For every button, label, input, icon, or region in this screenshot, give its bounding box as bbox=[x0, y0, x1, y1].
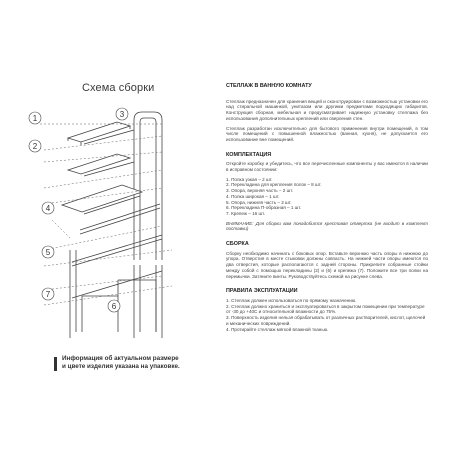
packaging-note-line-1: Информация об актуальном размере bbox=[62, 355, 179, 362]
callout-7 bbox=[42, 288, 54, 300]
svg-text:2: 2 bbox=[32, 142, 38, 151]
callout-1 bbox=[29, 112, 41, 124]
svg-text:5: 5 bbox=[45, 248, 51, 257]
svg-text:7: 7 bbox=[45, 290, 51, 299]
svg-text:3: 3 bbox=[119, 110, 125, 119]
note-marker bbox=[54, 357, 57, 371]
callout-3 bbox=[116, 108, 128, 120]
rules-title: ПРАВИЛА ЭКСПЛУАТАЦИИ bbox=[226, 288, 298, 295]
rules-item: 1. Стеллаж должен использоваться по прямому назначению. bbox=[226, 297, 357, 303]
kit-warning: ВНИМАНИЕ: Для сборки вам понадобится крестовая отвертка (не входит в комплект поставки) bbox=[226, 220, 428, 232]
assembly-paragraph: Сборку необходимо начинать с боковых опор. Вставьте верхнюю часть опоры в нижнюю до упора. Отверстия в месте стыковки должны совпасть. На нижней части опоры имеются по два отверстия, которые располагаются с задней стороны. Прикрепите собранные стойки между собой с помощью перекладины (2) и (6) и крепежа (7). Положите все три полки на перемычки. Затяните винты. Руководствуйтесь схемой на рисунке слева. bbox=[226, 250, 428, 279]
shelf-narrow-top bbox=[68, 122, 130, 142]
svg-text:6: 6 bbox=[111, 302, 117, 311]
instructions-column bbox=[226, 84, 428, 336]
kit-item: 5. Опора, нижняя часть – 2 шт. bbox=[226, 199, 292, 205]
kit-item: 1. Полка узкая – 2 шт. bbox=[226, 176, 273, 182]
callout-2 bbox=[29, 140, 41, 152]
shelf-narrow-middle bbox=[68, 154, 130, 174]
rules-item: 2. Стеллаж должно храниться и эксплуатироваться в закрытом помещении при температуре от -30 до +40С и относительной влажности до 75%. bbox=[226, 303, 425, 315]
kit-item: 6. Перекладина П-образная – 1 шт. bbox=[226, 205, 302, 211]
callout-4 bbox=[42, 202, 54, 214]
rules-item: 3. Поверхность изделия нельзя обрабатывать от различных растворителей, кислот, щелочей и механических повреждений. bbox=[226, 315, 426, 326]
upper-support-left bbox=[134, 112, 162, 260]
assembly-title: СБОРКА bbox=[226, 241, 249, 248]
kit-title: КОМПЛЕКТАЦИЯ bbox=[226, 151, 272, 158]
callout-6 bbox=[108, 300, 120, 312]
packaging-note-line-2: и цвете изделия указана на упаковке. bbox=[62, 363, 180, 370]
intro-paragraph-2: Стеллаж разработан исключительно для бытового применения внутри помещений, в том числе помещений с повышенной влажностью (ванная, кухня), не допускается его использование вне помещений. bbox=[226, 125, 428, 142]
diagram-title: Схема сборки bbox=[82, 82, 155, 94]
assembly-diagram-section bbox=[0, 0, 220, 450]
intro-paragraph-1: Стеллаж предназначен для хранения вещей и сконструирован с возможностью установки его над стиральной машинкой, унитазом или другими предметами подходящих габаритов. Конструкция сборная, мебельная и предусматривает надежную установку стеллажа без использования дополнительных креплений или сверления стен. bbox=[226, 98, 428, 121]
kit-list bbox=[226, 177, 428, 217]
rules-list bbox=[226, 298, 428, 332]
kit-item: 7. Крепеж – 16 шт. bbox=[226, 210, 266, 216]
svg-text:4: 4 bbox=[45, 204, 51, 213]
kit-paragraph: Откройте коробку и убедитесь, что все перечисленные компоненты у вас имеются в наличии в исправном состоянии: bbox=[226, 161, 428, 173]
kit-item: 2. Перекладина для крепления полок – 8 шт. bbox=[226, 182, 322, 188]
rules-item: 4. Протирайте стеллаж мягкой влажной тканью. bbox=[226, 326, 329, 332]
packaging-note bbox=[62, 355, 222, 371]
kit-item: 3. Опора, верхняя часть – 2 шт. bbox=[226, 188, 294, 194]
svg-text:1: 1 bbox=[32, 114, 38, 123]
intro-title: СТЕЛЛАЖ В ВАННУЮ КОМНАТУ bbox=[226, 83, 312, 89]
kit-item: 4. Полка широкая – 1 шт. bbox=[226, 193, 280, 199]
upper-support-right bbox=[140, 118, 156, 260]
callout-5 bbox=[42, 246, 54, 258]
assembly-diagram bbox=[22, 100, 217, 350]
